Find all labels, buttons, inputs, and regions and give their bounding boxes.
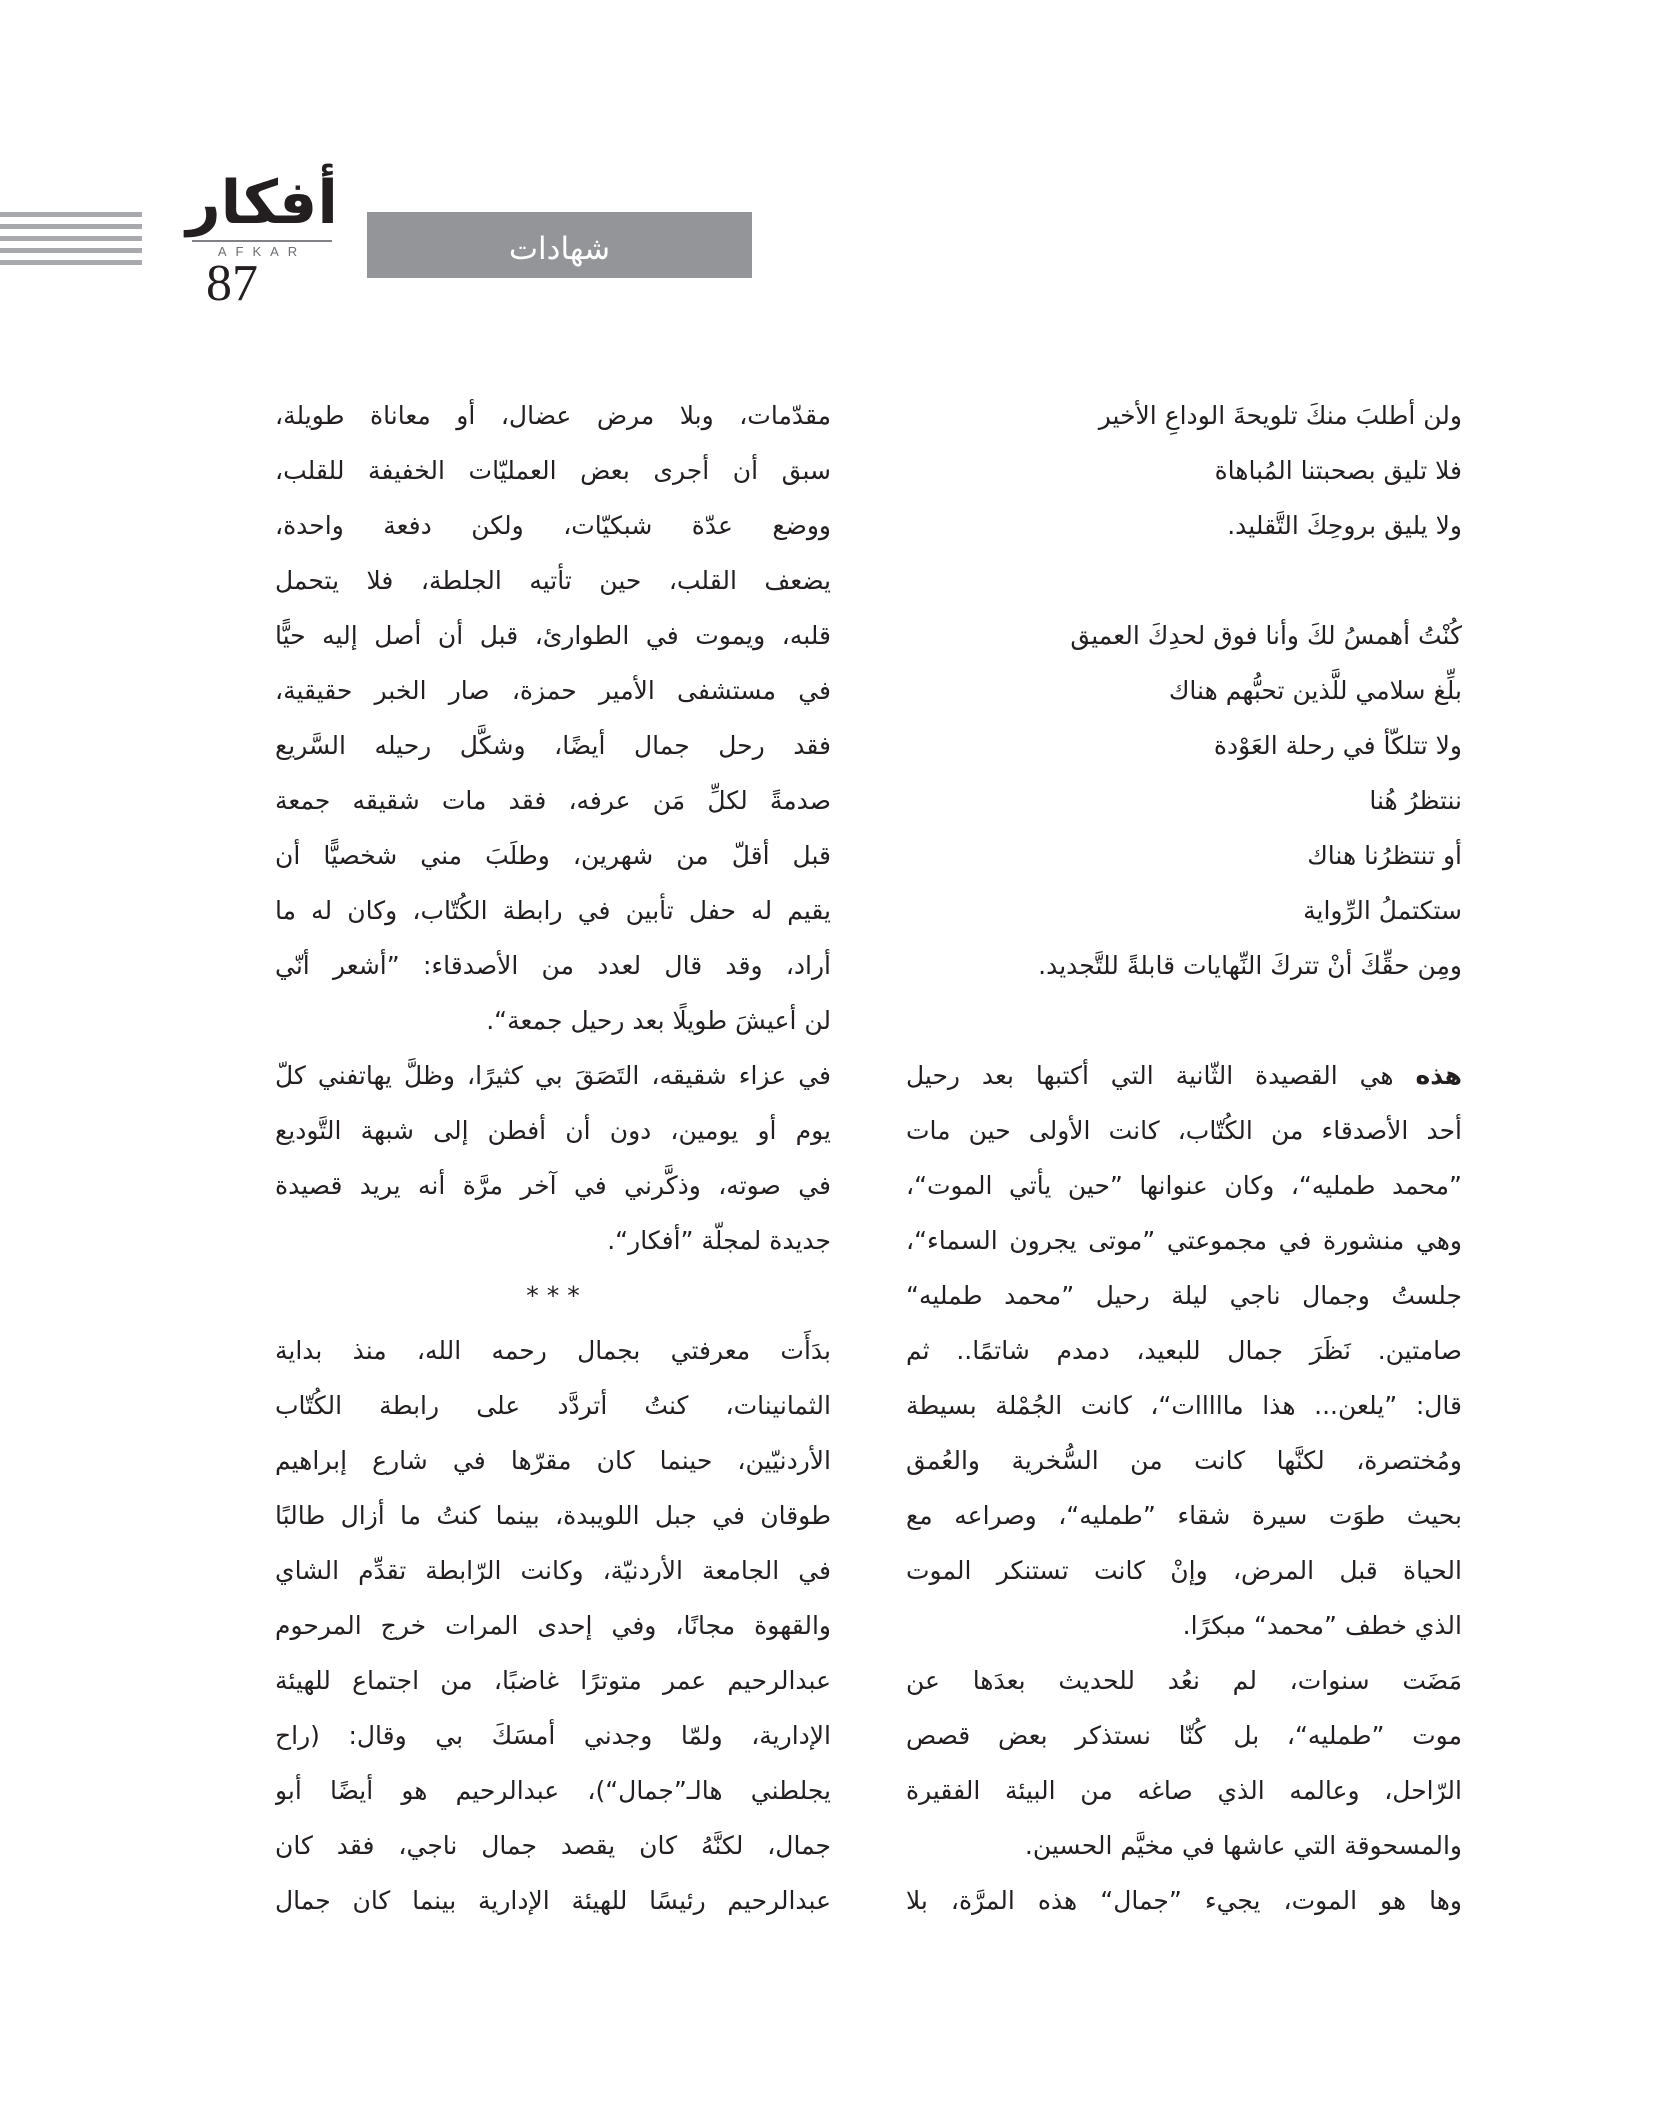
decorative-stripes <box>0 212 142 272</box>
page-number: 87 <box>206 255 258 312</box>
paragraph-line: وهي منشورة في مجموعتي ”موتى يجرون السماء“، <box>906 1226 1462 1255</box>
paragraph-line: صدمةً لكلِّ مَن عرفه، فقد مات شقيقه جمعة <box>275 786 831 815</box>
section-break <box>906 993 1462 1048</box>
poem-line: ولن أطلبَ منكَ تلويحةَ الوداعِ الأخير <box>1098 401 1462 430</box>
paragraph-line: الإدارية، ولمّا وجدني أمسَكَ بي وقال: (راح <box>275 1721 831 1750</box>
logo-divider <box>192 240 332 242</box>
stripe <box>0 260 142 265</box>
left-column <box>275 388 831 1928</box>
paragraph-line: الذي خطف ”محمد“ مبكرًا. <box>1182 1611 1462 1640</box>
paragraph-line: والقهوة مجانًا، وفي إحدى المرات خرج المرحوم <box>275 1611 831 1640</box>
poem-line: أو تنتظرُنا هناك <box>1307 841 1462 870</box>
paragraph-line: يجلطني هالـ”جمال“)، عبدالرحيم هو أيضًا أبو <box>275 1776 831 1805</box>
poem-line: ومِن حقِّكَ أنْ تتركَ النِّهايات قابلةً للتَّجديد. <box>1038 951 1462 980</box>
paragraph-line: في صوته، وذكَّرني في آخر مرَّة أنه يريد قصيدة <box>275 1171 831 1200</box>
paragraph-line: قال: ”يلعن... هذا مااااات“، كانت الجُمْلة بسيطة <box>906 1391 1462 1420</box>
paragraph-line: قبل أقلّ من شهرين، وطلَبَ مني شخصيًّا أن <box>275 841 831 870</box>
paragraph-line: أحد الأصدقاء من الكُتّاب، كانت الأولى حين مات <box>906 1116 1462 1145</box>
paragraph-line: جديدة لمجلّة ”أفكار“. <box>607 1226 831 1255</box>
stripe <box>0 248 142 253</box>
paragraph-line: في مستشفى الأمير حمزة، صار الخبر حقيقية، <box>275 676 831 705</box>
stripe <box>0 224 142 229</box>
paragraph-line: وها هو الموت، يجيء ”جمال“ هذه المرَّة، بلا <box>906 1886 1462 1915</box>
section-separator: * * * <box>526 1281 580 1310</box>
paragraph-line: مقدّمات، وبلا مرض عضال، أو معاناة طويلة، <box>275 401 831 430</box>
paragraph-line: عبدالرحيم رئيسًا للهيئة الإدارية بينما كان جمال <box>275 1886 831 1915</box>
section-tab <box>367 212 752 278</box>
magazine-logo <box>184 170 340 259</box>
paragraph-first-line <box>906 1048 1462 1103</box>
paragraph-line: جلستُ وجمال ناجي ليلة رحيل ”محمد طمليه“ <box>906 1281 1462 1310</box>
paragraph-line: الثمانينات، كنتُ أتردَّد على رابطة الكُتّاب <box>275 1391 831 1420</box>
poem-line: فلا تليق بصحبتنا المُباهاة <box>1214 456 1462 485</box>
paragraph-line: الحياة قبل المرض، وإنْ كانت تستنكر الموت <box>906 1556 1462 1585</box>
paragraph-text: هي القصيدة الثّانية التي أكتبها بعد رحيل <box>906 1061 1394 1090</box>
lead-word: هذه <box>1415 1061 1462 1090</box>
paragraph-line: ”محمد طمليه“، وكان عنوانها ”حين يأتي الموت“، <box>906 1171 1462 1200</box>
paragraph-line: مَضَت سنوات، لم نعُد للحديث بعدَها عن <box>906 1666 1462 1695</box>
paragraph-line: صامتين. نَظَرَ جمال للبعيد، دمدم شاتمًا.. ثم <box>906 1336 1462 1365</box>
paragraph-line: لن أعيشَ طويلًا بعد رحيل جمعة“. <box>486 1006 831 1035</box>
paragraph-line: أراد، وقد قال لعدد من الأصدقاء: ”أشعر أنّي <box>275 951 831 980</box>
poem-line: ولا تتلكّأ في رحلة العَوْدة <box>1213 731 1462 760</box>
paragraph-line: سبق أن أجرى بعض العمليّات الخفيفة للقلب، <box>275 456 831 485</box>
poem-line: بلِّغ سلامي للَّذين تحبُّهم هناك <box>1168 676 1462 705</box>
paragraph-line: عبدالرحيم عمر متوترًا غاضبًا، من اجتماع للهيئة <box>275 1666 831 1695</box>
paragraph-line: ومُختصرة، لكنَّها كانت من السُّخرية والعُمق <box>906 1446 1462 1475</box>
paragraph-line: ووضع عدّة شبكيّات، ولكن دفعة واحدة، <box>275 511 831 540</box>
paragraph-line: طوقان في جبل اللويبدة، بينما كنتُ ما أزال طالبًا <box>275 1501 831 1530</box>
stripe <box>0 236 142 241</box>
section-label: شهادات <box>508 231 611 267</box>
right-column <box>906 388 1462 1928</box>
paragraph-line: بدَأَت معرفتي بجمال رحمه الله، منذ بداية <box>275 1336 831 1365</box>
paragraph-line: بحيث طوَت سيرة شقاء ”طمليه“، وصراعه مع <box>906 1501 1462 1530</box>
paragraph-line: موت ”طمليه“، بل كُنّا نستذكر بعض قصص <box>906 1721 1462 1750</box>
poem-line: ستكتملُ الرِّواية <box>1303 896 1462 925</box>
paragraph-line: يوم أو يومين، دون أن أفطن إلى شبهة التَّوديع <box>275 1116 831 1145</box>
paragraph-line: يقيم له حفل تأبين في رابطة الكُتّاب، وكان له ما <box>275 896 831 925</box>
paragraph-line: والمسحوقة التي عاشها في مخيَّم الحسين. <box>1024 1831 1462 1860</box>
logo-arabic: أفكار <box>186 168 338 238</box>
paragraph-line: الأردنيّين، حينما كان مقرّها في شارع إبراهيم <box>275 1446 831 1475</box>
stanza-break <box>906 553 1462 608</box>
paragraph-line: قلبه، ويموت في الطوارئ، قبل أن أصل إليه حيًّا <box>275 621 831 650</box>
poem-line: كُنْتُ أهمسُ لكَ وأنا فوق لحدِكَ العميق <box>1070 621 1462 650</box>
poem-line: ننتظرُ هُنا <box>1369 786 1462 815</box>
paragraph-line: في عزاء شقيقه، التَصَقَ بي كثيرًا، وظلَّ يهاتفني كلّ <box>275 1061 831 1090</box>
paragraph-line: فقد رحل جمال أيضًا، وشكَّل رحيله السَّريع <box>275 731 831 760</box>
paragraph-line: في الجامعة الأردنيّة، وكانت الرّابطة تقدِّم الشاي <box>275 1556 831 1585</box>
poem-line: ولا يليق بروحِكَ التَّقليد. <box>1227 511 1462 540</box>
paragraph-line: جمال، لكنَّهُ كان يقصد جمال ناجي، فقد كان <box>275 1831 831 1860</box>
paragraph-line: يضعف القلب، حين تأتيه الجلطة، فلا يتحمل <box>275 566 831 595</box>
stripe <box>0 212 142 217</box>
logo-latin: AFKAR <box>217 244 307 259</box>
paragraph-line: الرّاحل، وعالمه الذي صاغه من البيئة الفقيرة <box>906 1776 1462 1805</box>
